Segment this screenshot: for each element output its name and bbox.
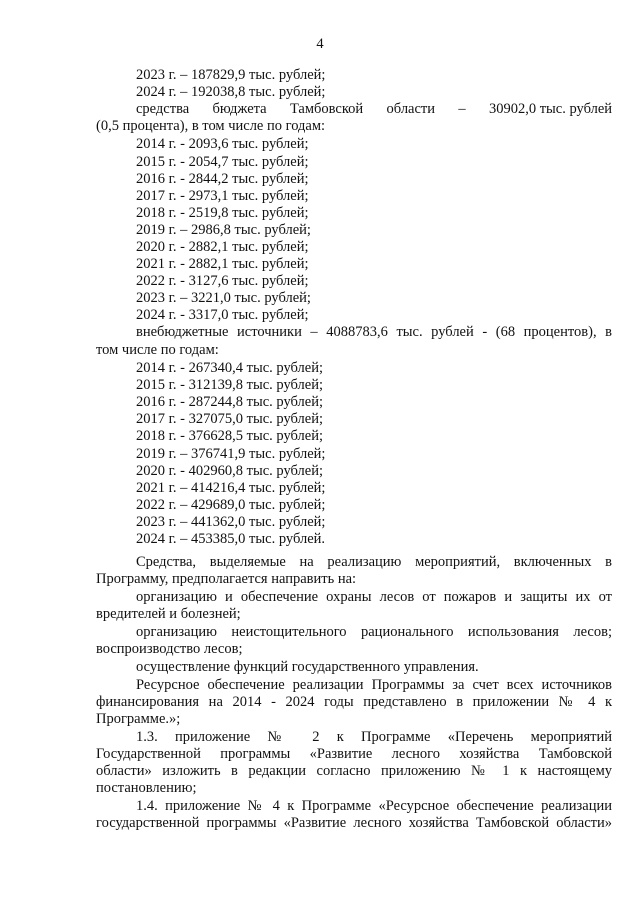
offbudget-line: внебюджетные источники – 4088783,6 тыс. рублей - (68 процентов), в xyxy=(136,324,612,340)
year-line: 2019 г. – 376741,9 тыс. рублей; xyxy=(136,446,326,462)
paragraph-line: организацию неистощительного рационального использования лесов; xyxy=(136,624,612,640)
paragraph-line: осуществление функций государственного управления. xyxy=(136,659,479,675)
year-line: 2023 г. – 3221,0 тыс. рублей; xyxy=(136,290,311,306)
year-line: 2016 г. - 287244,8 тыс. рублей; xyxy=(136,394,323,410)
regional-budget-line xyxy=(136,101,612,118)
paragraph-line: Средства, выделяемые на реализацию мероприятий, включенных в xyxy=(136,554,612,570)
year-line: 2017 г. - 2973,1 тыс. рублей; xyxy=(136,188,309,204)
word: средства xyxy=(136,101,190,117)
word: 30902,0 тыс. рублей xyxy=(488,101,613,117)
paragraph-line: 1.4. приложение № 4 к Программе «Ресурсное обеспечение реализации xyxy=(136,798,612,814)
word: – xyxy=(458,101,466,117)
year-line: 2016 г. - 2844,2 тыс. рублей; xyxy=(136,171,309,187)
paragraph-line: организацию и обеспечение охраны лесов от пожаров и защиты их от xyxy=(136,589,612,605)
word: Тамбовской xyxy=(289,101,364,117)
year-line: 2019 г. – 2986,8 тыс. рублей; xyxy=(136,222,311,238)
paragraph-line: области» изложить в редакции согласно приложению № 1 к настоящему xyxy=(96,763,612,779)
paragraph-line: Программе.»; xyxy=(96,711,181,727)
year-line: 2024 г. – 453385,0 тыс. рублей. xyxy=(136,531,326,547)
paragraph-line: 1.3. приложение № 2 к Программе «Перечень мероприятий xyxy=(136,729,612,745)
paragraph-line: государственной программы «Развитие лесного хозяйства Тамбовской области» xyxy=(96,815,612,831)
year-line: 2015 г. - 312139,8 тыс. рублей; xyxy=(136,377,323,393)
paragraph-line: Ресурсное обеспечение реализации Программы за счет всех источников xyxy=(136,677,612,693)
year-line: 2020 г. - 402960,8 тыс. рублей; xyxy=(136,463,323,479)
year-line: 2020 г. - 2882,1 тыс. рублей; xyxy=(136,239,309,255)
year-line: 2024 г. – 192038,8 тыс. рублей; xyxy=(136,84,326,100)
year-line: 2018 г. - 2519,8 тыс. рублей; xyxy=(136,205,309,221)
regional-budget-continuation: (0,5 процента), в том числе по годам: xyxy=(96,118,326,134)
year-line: 2022 г. - 3127,6 тыс. рублей; xyxy=(136,273,309,289)
year-line: 2015 г. - 2054,7 тыс. рублей; xyxy=(136,154,309,170)
offbudget-continuation: том числе по годам: xyxy=(96,342,219,358)
paragraph-line: вредителей и болезней; xyxy=(96,606,241,622)
year-line: 2018 г. - 376628,5 тыс. рублей; xyxy=(136,428,323,444)
paragraph-line: Государственной программы «Развитие лесного хозяйства Тамбовской xyxy=(96,746,612,762)
paragraph-line: постановлению; xyxy=(96,780,197,796)
paragraph-line: воспроизводство лесов; xyxy=(96,641,243,657)
paragraph-line: Программу, предполагается направить на: xyxy=(96,571,357,587)
year-line: 2014 г. - 267340,4 тыс. рублей; xyxy=(136,360,323,376)
word: бюджета xyxy=(212,101,267,117)
word: области xyxy=(386,101,436,117)
year-line: 2023 г. – 441362,0 тыс. рублей; xyxy=(136,514,326,530)
page-number: 4 xyxy=(316,36,324,52)
year-line: 2014 г. - 2093,6 тыс. рублей; xyxy=(136,136,309,152)
year-line: 2017 г. - 327075,0 тыс. рублей; xyxy=(136,411,323,427)
year-line: 2021 г. – 414216,4 тыс. рублей; xyxy=(136,480,326,496)
year-line: 2021 г. - 2882,1 тыс. рублей; xyxy=(136,256,309,272)
year-line: 2023 г. – 187829,9 тыс. рублей; xyxy=(136,67,326,83)
year-line: 2022 г. – 429689,0 тыс. рублей; xyxy=(136,497,326,513)
paragraph-line: финансирования на 2014 - 2024 годы представлено в приложении № 4 к xyxy=(96,694,612,710)
year-line: 2024 г. - 3317,0 тыс. рублей; xyxy=(136,307,309,323)
